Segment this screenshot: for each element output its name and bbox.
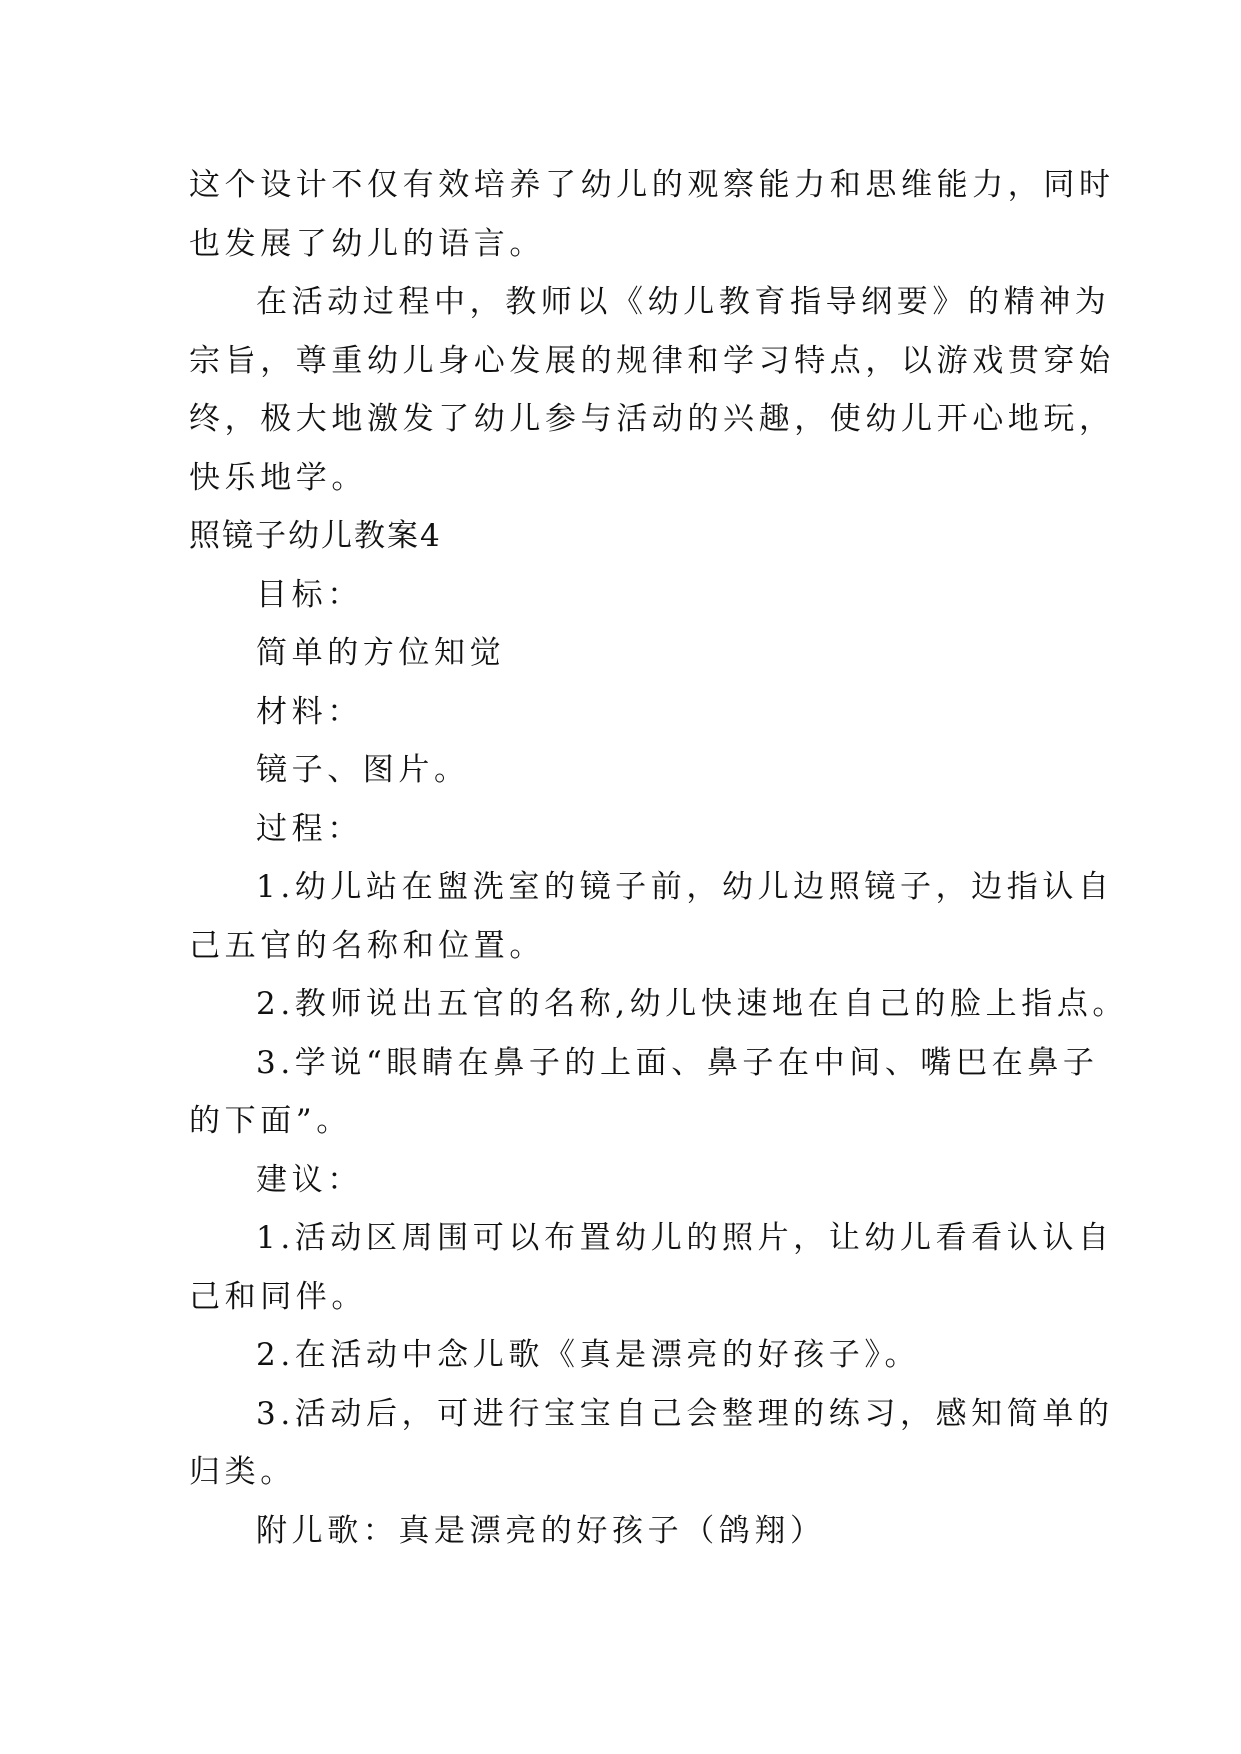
paragraph-start-line: 在活动过程中，教师以《幼儿教育指导纲要》的精神为	[256, 284, 1111, 320]
goal-text: 简单的方位知觉	[256, 635, 506, 671]
text-line: 宗旨，尊重幼儿身心发展的规律和学习特点，以游戏贯穿始	[189, 342, 1115, 379]
text-line: 己和同伴。	[189, 1278, 367, 1315]
label-materials: 材料：	[256, 693, 363, 730]
document-body	[189, 156, 1129, 1560]
process-step: 1.幼儿站在盥洗室的镜子前，幼儿边照镜子，边指认自	[256, 869, 1114, 905]
text-line: 也发展了幼儿的语言。	[189, 225, 545, 262]
label-process: 过程：	[256, 810, 363, 847]
suggestion-item: 3.活动后，可进行宝宝自己会整理的练习，感知简单的	[256, 1395, 1114, 1432]
text-line: 快乐地学。	[189, 459, 367, 496]
suggestion-item: 2.在活动中念儿歌《真是漂亮的好孩子》。	[256, 1337, 921, 1373]
suggestion-item: 1.活动区周围可以布置幼儿的照片，让幼儿看看认认自	[256, 1220, 1114, 1256]
text-line: 这个设计不仅有效培养了幼儿的观察能力和思维能力，同时	[189, 167, 1115, 203]
text-line: 己五官的名称和位置。	[189, 927, 545, 964]
label-suggestions: 建议：	[256, 1161, 363, 1198]
process-step: 3.学说“眼睛在鼻子的上面、鼻子在中间、嘴巴在鼻子	[256, 1044, 1099, 1081]
section-heading: 照镜子幼儿教案4	[189, 518, 442, 554]
text-line: 终，极大地激发了幼儿参与活动的兴趣，使幼儿开心地玩，	[189, 401, 1115, 437]
materials-text: 镜子、图片。	[256, 752, 470, 788]
label-goal: 目标：	[256, 576, 363, 613]
appendix-title: 附儿歌：真是漂亮的好孩子（鸽翔）	[256, 1512, 826, 1549]
process-step: 2.教师说出五官的名称,幼儿快速地在自己的脸上指点。	[256, 986, 1129, 1022]
text-line: 归类。	[189, 1454, 296, 1490]
text-line: 的下面”。	[189, 1103, 352, 1139]
